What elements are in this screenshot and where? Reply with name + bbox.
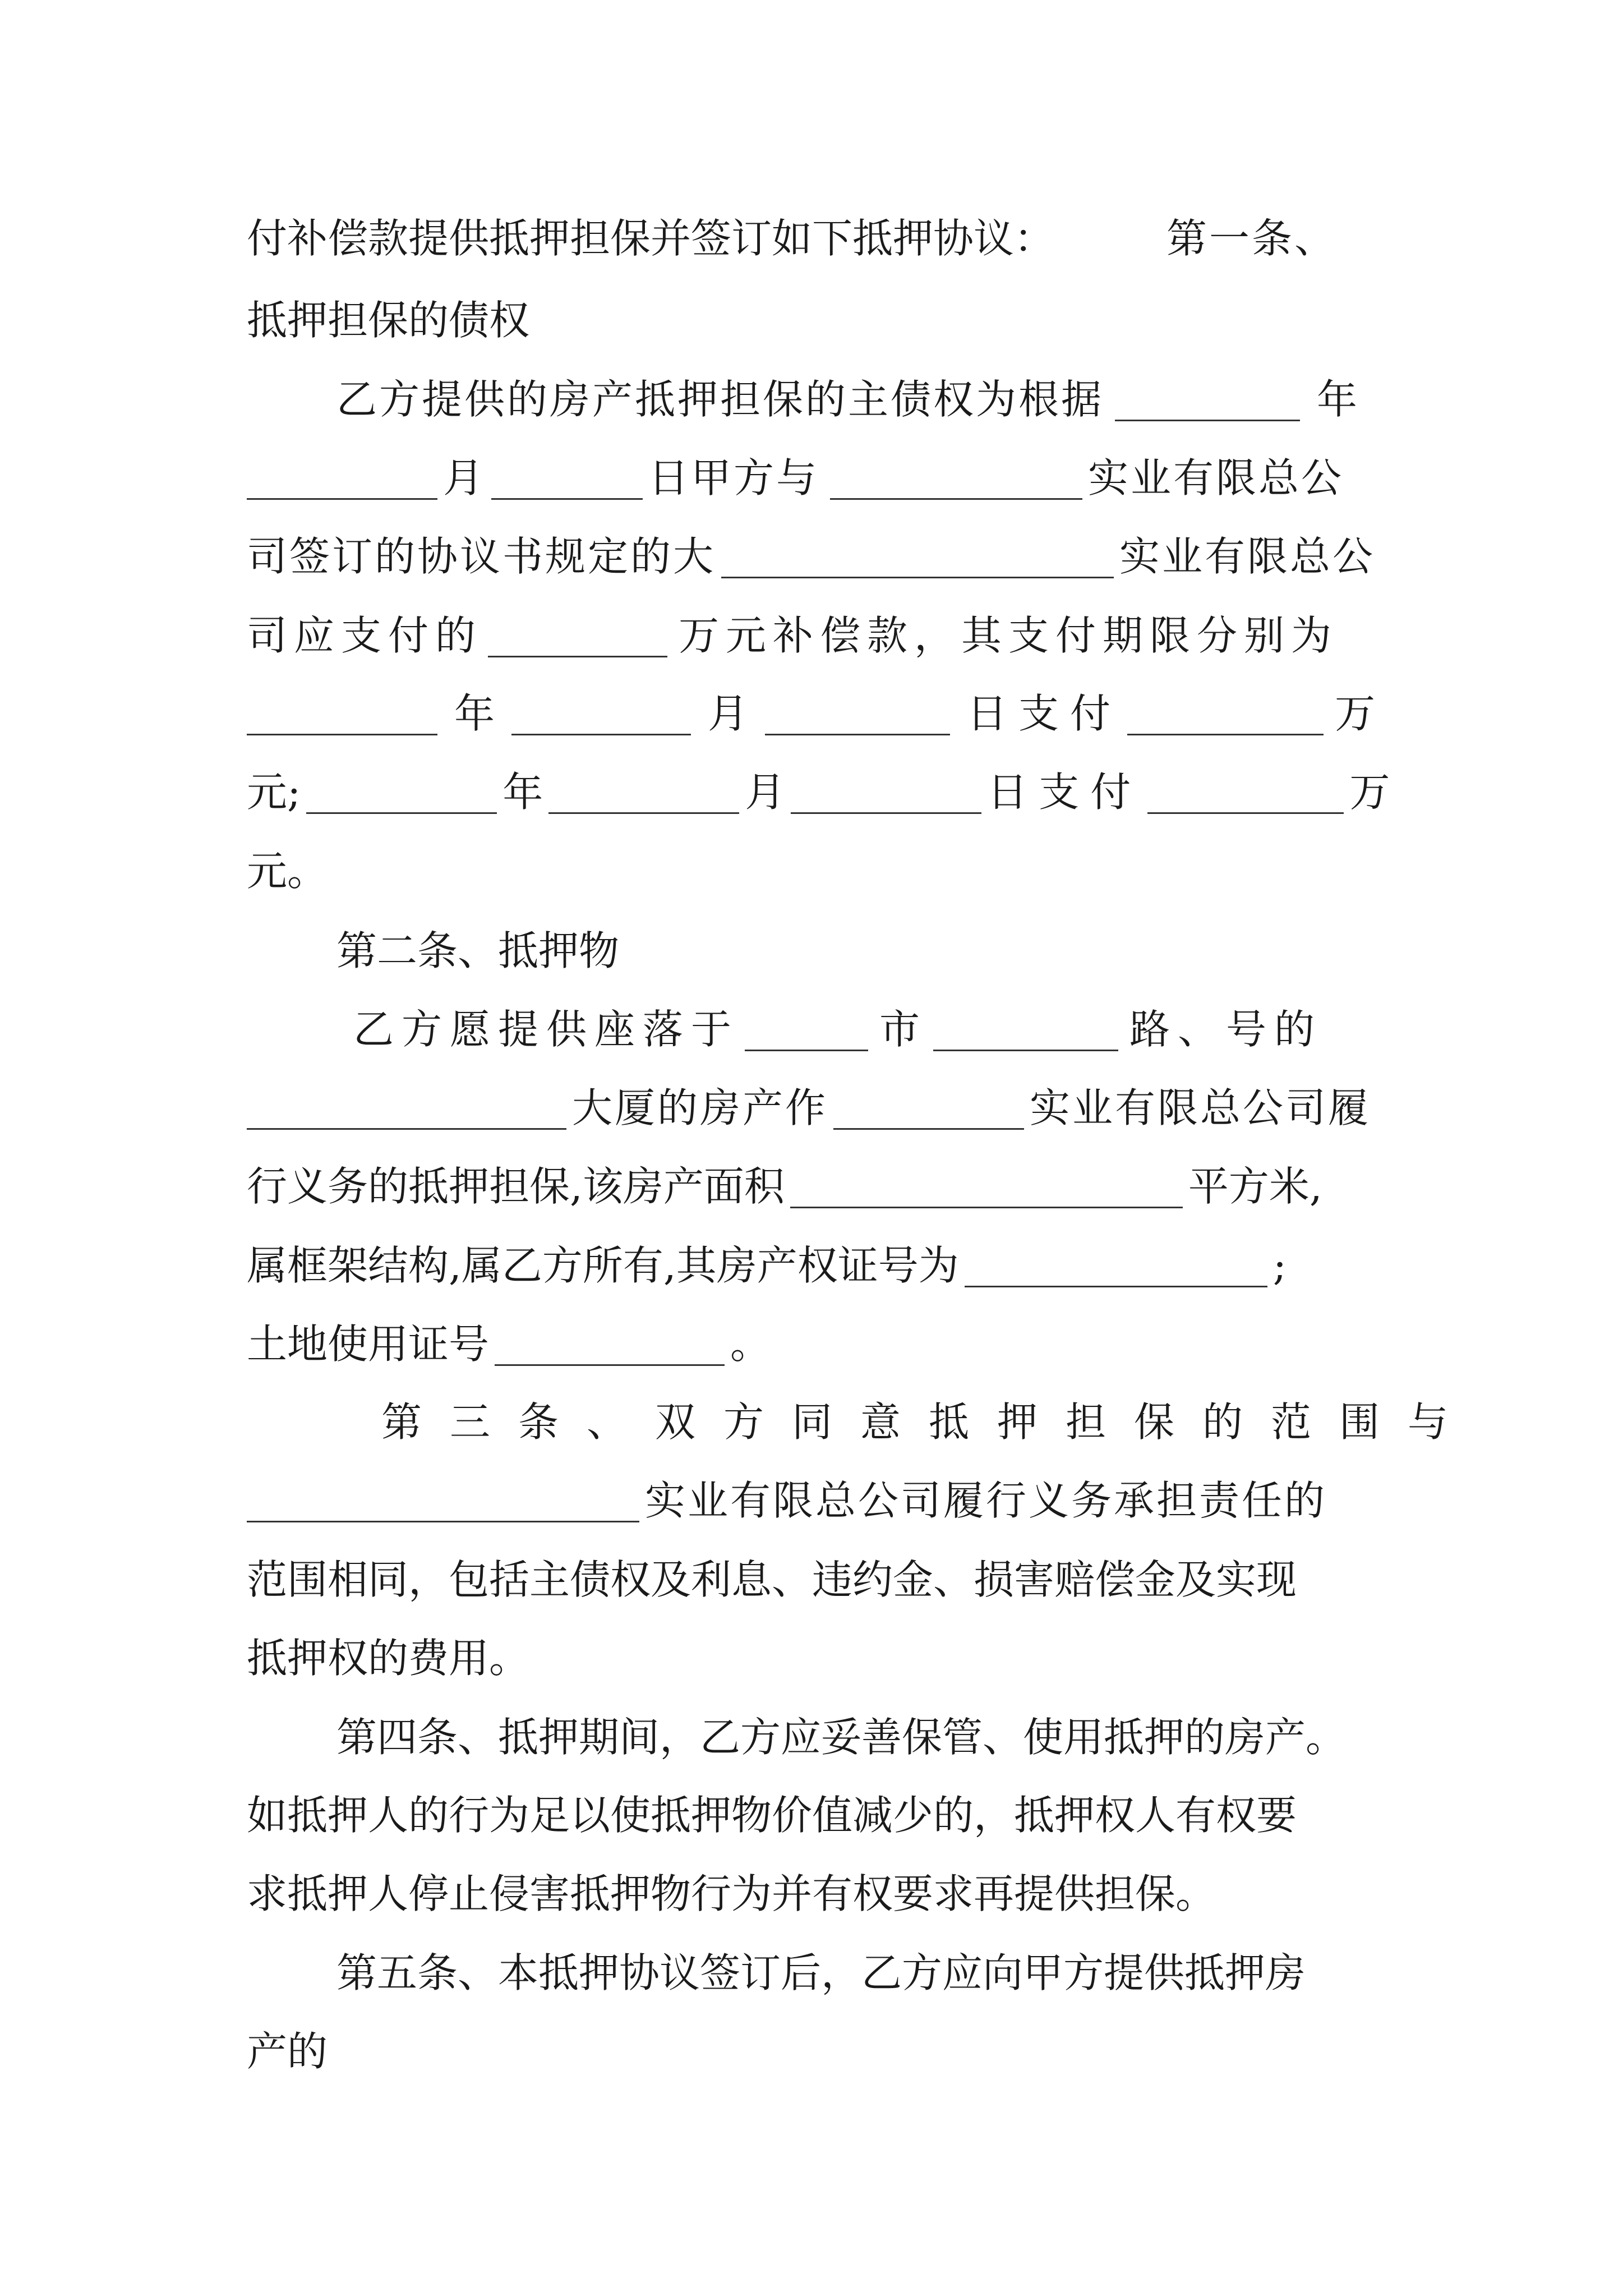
text-segment: 万 [1349, 769, 1390, 816]
text-segment: 大厦的房产作 [572, 1084, 828, 1131]
fill-blank [791, 772, 981, 814]
text-line [247, 843, 328, 899]
text-segment: 第四条、抵押期间，乙方应妥善保管、使用抵押的房产。 [336, 1714, 1347, 1761]
text-segment: 抵押权的费用。 [247, 1635, 530, 1682]
text-line [336, 1945, 1306, 2001]
fill-blank [790, 1166, 1183, 1208]
text-segment: 年 [502, 769, 543, 816]
fill-blank [247, 1480, 639, 1522]
text-segment: 抵押担保的债权 [247, 297, 530, 344]
text-segment: 年 [1317, 376, 1360, 423]
fill-blank [247, 693, 437, 735]
text-line [247, 1237, 1287, 1294]
text-line [247, 1316, 771, 1372]
fill-blank [1115, 379, 1300, 421]
fill-blank [306, 772, 497, 814]
text-line [353, 1001, 1322, 1057]
text-segment: 元。 [247, 848, 328, 895]
fill-blank [247, 458, 437, 500]
text-line [247, 1787, 1297, 1843]
fill-blank [745, 1009, 868, 1051]
text-segment: 年 [454, 690, 495, 737]
text-line [247, 685, 1375, 742]
fill-blank [721, 536, 1114, 578]
text-line [247, 292, 529, 348]
text-segment: 日支付 [987, 769, 1142, 816]
text-segment: 实业有限总公司履行义务承担责任的 [645, 1477, 1327, 1524]
text-segment: 实业有限总公 [1088, 454, 1344, 501]
fill-blank [491, 458, 643, 500]
text-line [247, 210, 1337, 266]
fill-blank [965, 1245, 1267, 1287]
text-line [247, 1473, 1327, 1529]
text-segment: 如抵押人的行为足以使抵押物价值减少的，抵押权人有权要 [247, 1792, 1297, 1839]
text-line [247, 1080, 1371, 1136]
text-segment: 第一条、 [1166, 215, 1338, 262]
text-segment: 产的 [247, 2028, 328, 2075]
text-segment: 实业有限总公司履 [1030, 1084, 1371, 1131]
text-segment: 市 [879, 1006, 928, 1053]
text-segment: 第五条、本抵押协议签订后，乙方应向甲方提供抵押房 [336, 1949, 1306, 1996]
text-segment: 司签订的协议书规定的大 [247, 533, 716, 580]
text-segment: 行义务的抵押担保,该房产面积 [247, 1163, 785, 1210]
text-segment: 乙方提供的房产抵押担保的主债权为根据 [336, 376, 1104, 423]
fill-blank [833, 1088, 1024, 1130]
text-segment: 求抵押人停止侵害抵押物行为并有权要求再提供担保。 [247, 1870, 1216, 1917]
text-segment: 乙方愿提供座落于 [353, 1006, 740, 1053]
text-segment: 土地使用证号 [247, 1320, 490, 1368]
fill-blank [1147, 772, 1344, 814]
text-line [247, 450, 1344, 506]
text-line [247, 528, 1375, 585]
fill-blank [511, 693, 691, 735]
text-segment: 路、号的 [1129, 1006, 1323, 1053]
text-segment: 属框架结构,属乙方所有,其房产权证号为 [247, 1242, 959, 1289]
text-line [247, 1158, 1322, 1214]
section-heading [336, 923, 619, 979]
text-segment: 范围相同，包括主债权及利息、违约金、损害赔偿金及实现 [247, 1556, 1297, 1603]
text-line [247, 1552, 1297, 1608]
text-line [336, 371, 1359, 427]
text-segment: 月 [745, 769, 786, 816]
fill-blank [488, 615, 667, 657]
text-segment: 日甲方与 [648, 454, 819, 501]
text-line [247, 2023, 328, 2079]
text-line [336, 1709, 1346, 1765]
text-segment: 。 [730, 1320, 771, 1368]
text-segment: 万元补偿款，其支付期限分别为 [679, 612, 1339, 659]
fill-blank [1127, 693, 1324, 735]
text-segment: 元; [247, 769, 301, 816]
fill-blank [495, 1324, 725, 1366]
text-segment: 平方米, [1188, 1163, 1322, 1210]
fill-blank [765, 693, 950, 735]
text-segment: 第二条、抵押物 [336, 927, 620, 974]
text-segment: 实业有限总公 [1119, 533, 1376, 580]
text-segment: 付补偿款提供抵押担保并签订如下抵押协议： [247, 215, 1055, 262]
text-segment: ; [1272, 1242, 1287, 1289]
text-line [247, 764, 1390, 820]
text-segment: 月 [708, 690, 749, 737]
text-segment: 第三条、双方同意抵押担保的范围与 [381, 1398, 1477, 1446]
fill-blank [247, 1088, 566, 1130]
text-line [247, 608, 1338, 664]
fill-blank [830, 458, 1082, 500]
fill-blank [548, 772, 739, 814]
text-line [381, 1394, 1476, 1450]
text-segment: 万 [1335, 690, 1376, 737]
fill-blank [933, 1009, 1118, 1051]
text-line [247, 1866, 1216, 1922]
text-segment: 日支付 [967, 690, 1122, 737]
text-segment: 月 [443, 454, 486, 501]
text-segment: 司应支付的 [247, 612, 483, 659]
text-line [247, 1630, 529, 1686]
